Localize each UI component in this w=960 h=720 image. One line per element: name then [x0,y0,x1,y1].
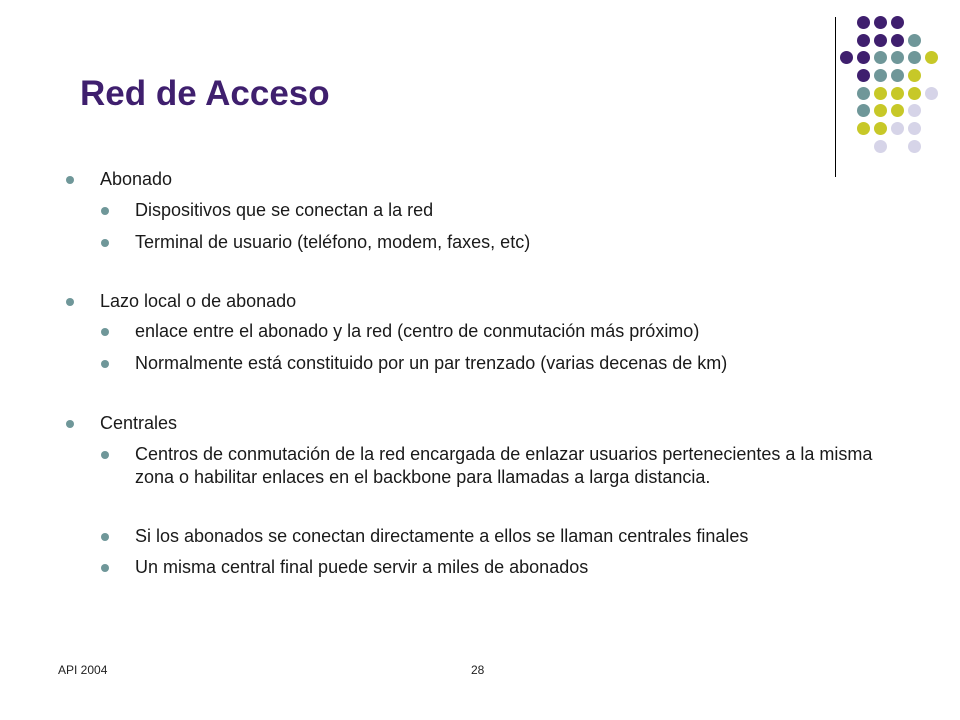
bullet-dot-icon [101,328,109,336]
bullet-item [66,290,860,313]
sub-bullet-item [101,525,915,548]
bullet-dot-icon [66,298,74,306]
bullet-text: Abonado [100,169,173,189]
footer-label: API 2004 [58,663,108,677]
bullet-item [66,168,860,191]
sub-bullet-item [101,443,915,489]
bullet-text: Centrales [100,413,178,433]
bullet-dot-icon [101,564,109,572]
sub-bullet-text: Normalmente está constituido por un par trenzado (varias decenas de km) [135,353,728,373]
sub-bullet-item [101,556,915,579]
bullet-dot-icon [101,533,109,541]
sub-bullet-text: Terminal de usuario (teléfono, modem, faxes, etc) [135,232,531,252]
bullet-dot-icon [66,176,74,184]
sub-bullet-item [101,320,915,343]
bullet-item [66,412,860,435]
sub-bullet-item [101,231,915,254]
page-number: 28 [471,663,485,677]
sub-bullet-text: enlace entre el abonado y la red (centro de conmutación más próximo) [135,321,700,341]
sub-bullet-item [101,352,915,375]
bullet-dot-icon [101,239,109,247]
slide-title: Red de Acceso [80,74,330,113]
sub-bullet-text: Centros de conmutación de la red encargada de enlazar usuarios pertenecientes a la misma zona o habilitar enlaces en el backbone para llamadas a larga distancia. [135,444,873,487]
bullet-dot-icon [101,360,109,368]
sub-bullet-item [101,199,915,222]
bullet-dot-icon [66,420,74,428]
sub-bullet-text: Un misma central final puede servir a miles de abonados [135,557,589,577]
bullet-dot-icon [101,451,109,459]
sub-bullet-text: Si los abonados se conectan directamente a ellos se llaman centrales finales [135,526,749,546]
sub-bullet-text: Dispositivos que se conectan a la red [135,200,434,220]
bullet-dot-icon [101,207,109,215]
bullet-text: Lazo local o de abonado [100,291,297,311]
